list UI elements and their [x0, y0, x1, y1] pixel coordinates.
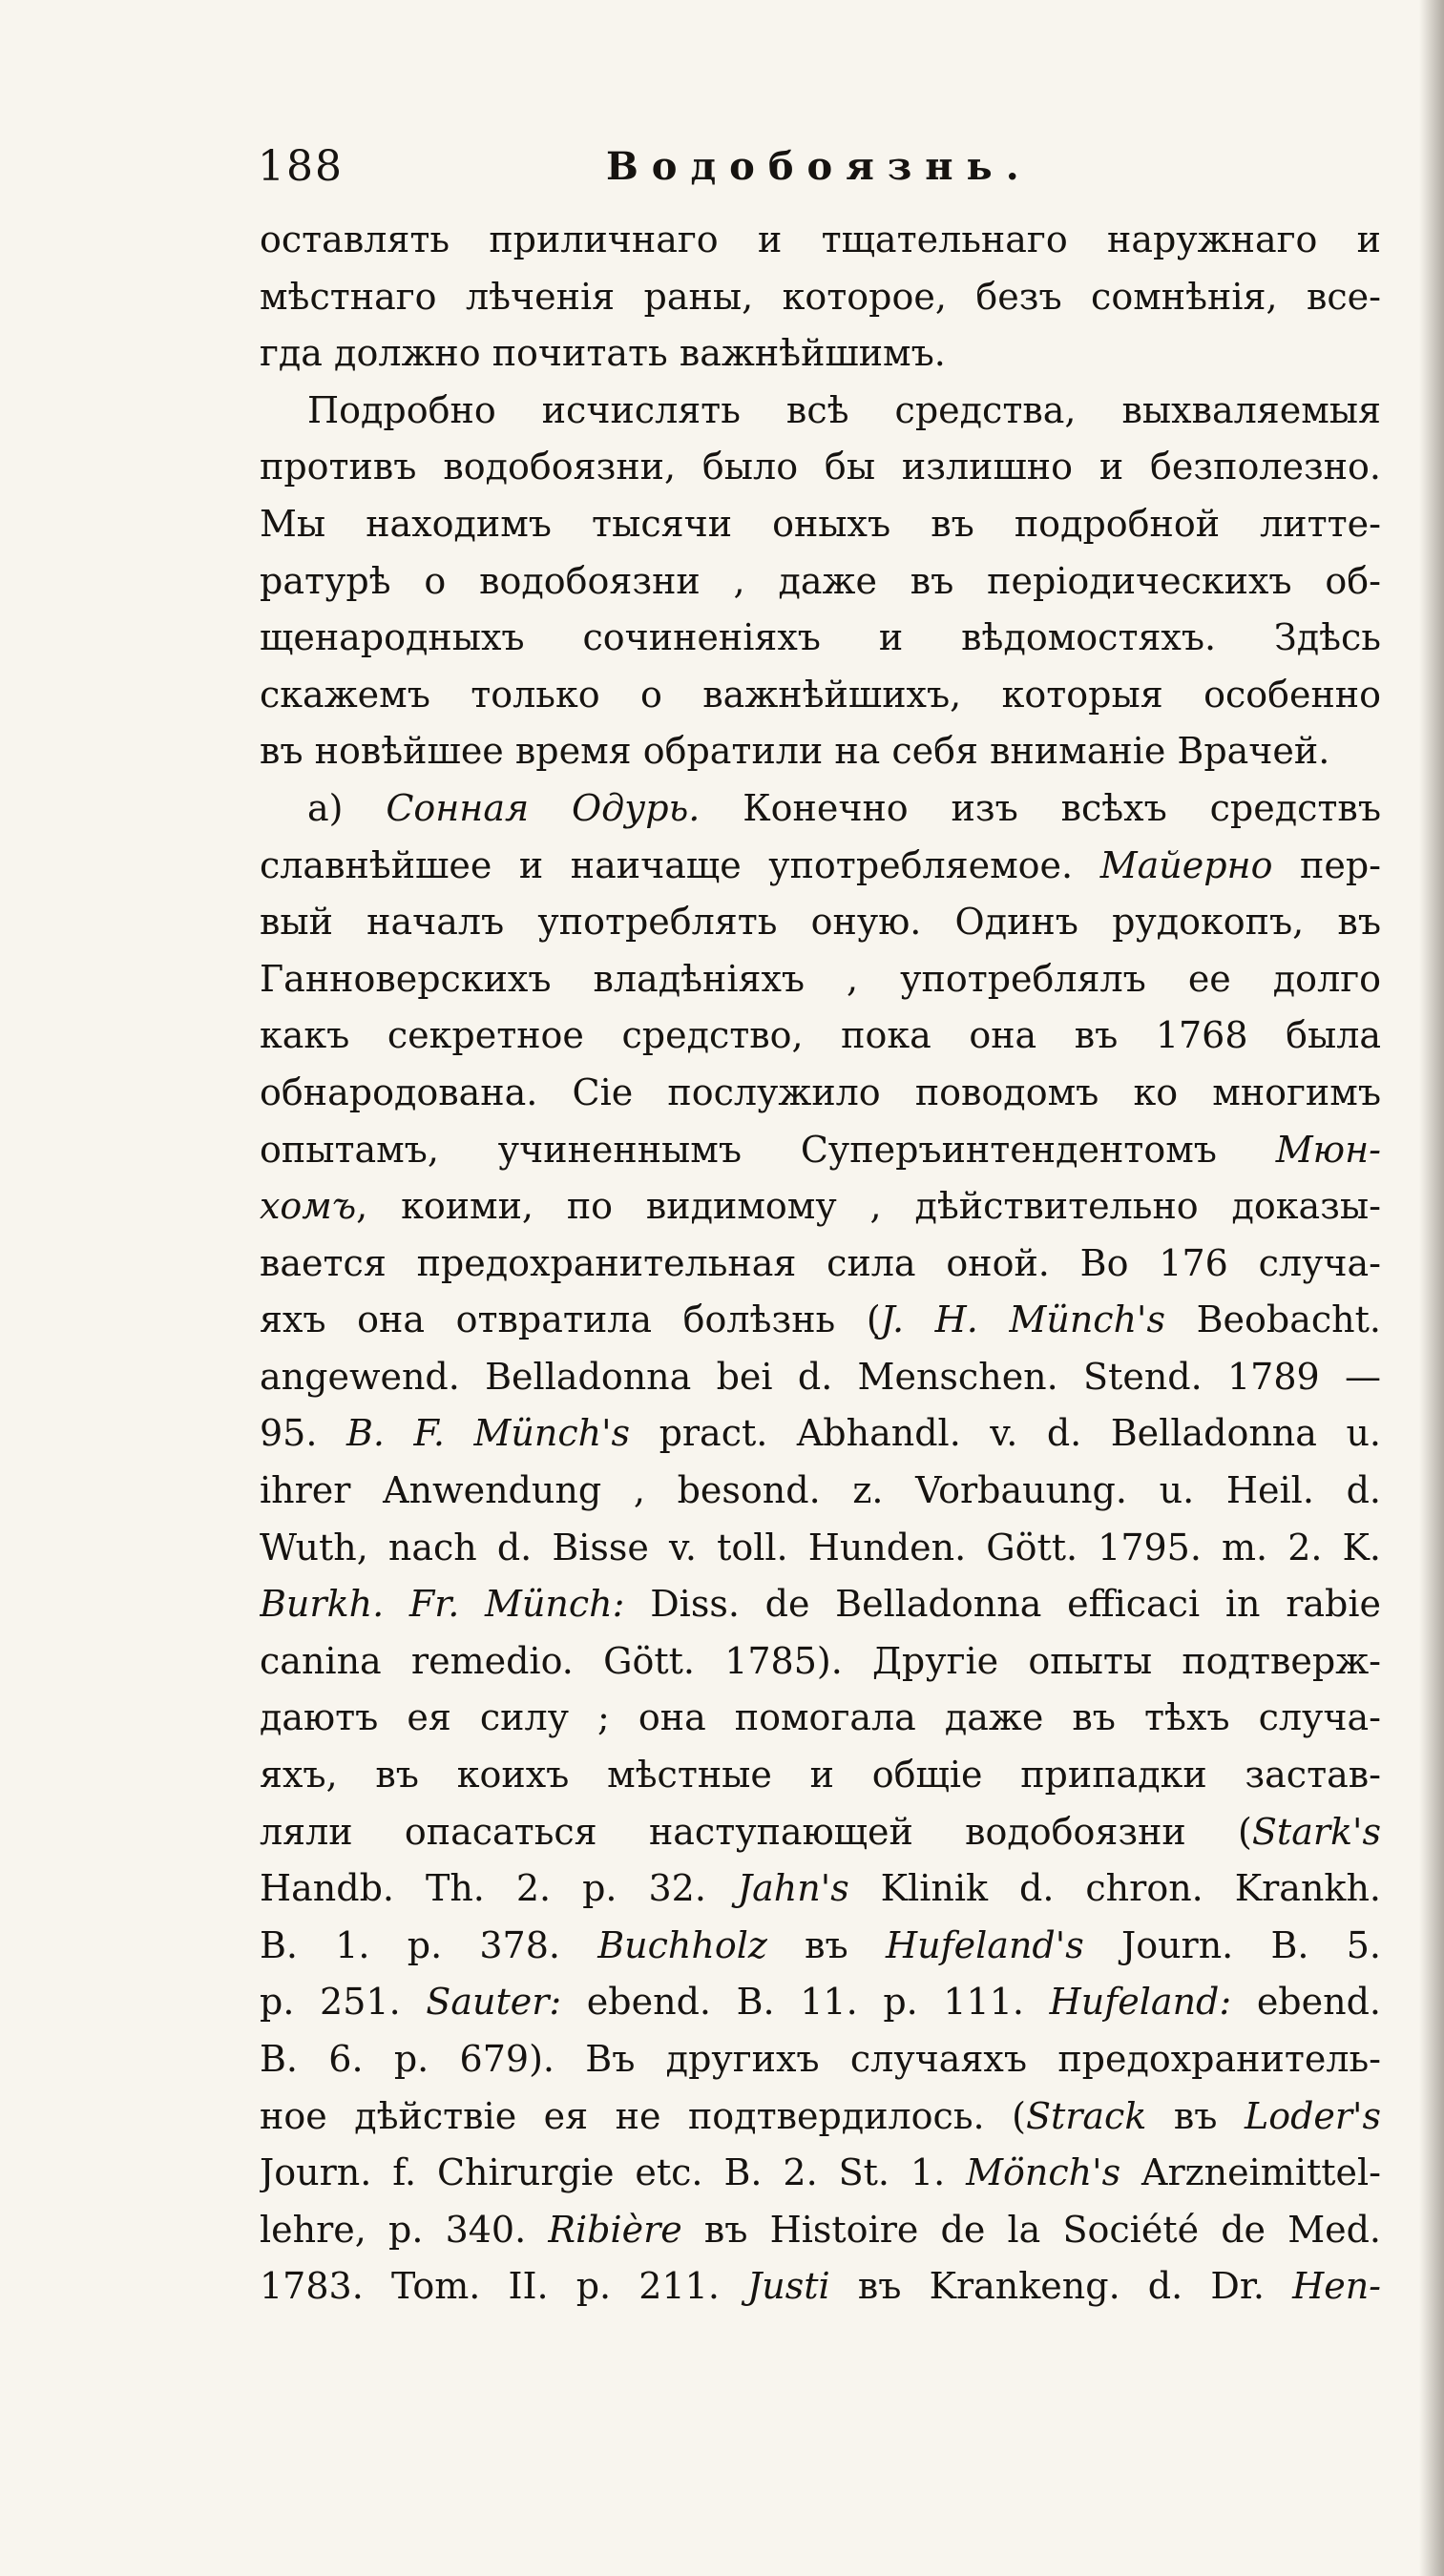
- italic-name: Justi: [747, 2265, 830, 2308]
- text-run: пер-: [1272, 843, 1381, 886]
- text-run: ihrer Anwendung , besond. z. Vorbauung. u. Heil. d.: [260, 1469, 1381, 1512]
- text-line: [260, 1633, 1381, 1691]
- text-run: въ новѣйшее время обратили на себя вниманіе Врачей.: [260, 730, 1330, 773]
- text-run: яхъ, въ коихъ мѣстные и общіе припадки застав-: [260, 1754, 1381, 1797]
- page-header: [258, 138, 1384, 196]
- text-run: вается предохранительная сила оной. Во 176 случа-: [260, 1241, 1381, 1284]
- text-run: angewend. Belladonna bei d. Menschen. Stend. 1789 —: [260, 1355, 1381, 1398]
- italic-name: Майерно: [1099, 843, 1273, 886]
- italic-name: Sauter:: [426, 1981, 562, 2024]
- text-line: [260, 838, 1381, 895]
- text-run: ратурѣ о водобоязни , даже въ періодическихъ об-: [260, 559, 1381, 602]
- text-line: [260, 1463, 1381, 1520]
- text-run: ebend. B. 11. p. 111.: [561, 1981, 1050, 2024]
- text-line: [260, 894, 1381, 951]
- text-line: [260, 1690, 1381, 1747]
- text-run: 95.: [260, 1412, 346, 1455]
- text-run: Beobacht.: [1165, 1298, 1381, 1341]
- spine-shadow: [1419, 0, 1444, 2576]
- text-line: [260, 1520, 1381, 1577]
- text-line: [260, 2145, 1381, 2202]
- text-line: [260, 1008, 1381, 1065]
- italic-name: Hufeland's: [885, 1923, 1084, 1966]
- text-line: [260, 439, 1381, 496]
- text-run: Подробно исчислять всѣ средства, выхваляемыя: [307, 388, 1381, 431]
- text-line: [260, 2088, 1381, 2146]
- italic-name: Мюн-: [1275, 1128, 1381, 1171]
- paragraph-start-line: [260, 383, 1381, 440]
- italic-name: Burkh. Fr. Münch:: [260, 1583, 625, 1626]
- text-line: [260, 2031, 1381, 2088]
- text-run: ebend.: [1231, 1981, 1381, 2024]
- text-run: въ: [1146, 2094, 1245, 2137]
- text-run: Wuth, nach d. Bisse v. toll. Hunden. Gött. 1795. m. 2. K.: [260, 1526, 1381, 1568]
- text-run: обнародована. Сіе послужило поводомъ ко многимъ: [260, 1070, 1381, 1113]
- italic-name: Mönch's: [966, 2151, 1121, 2194]
- italic-name: B. F. Münch's: [345, 1412, 631, 1455]
- text-run: Klinik d. chron. Krankh.: [848, 1867, 1381, 1910]
- text-run: противъ водобоязни, было бы излишно и безполезно.: [260, 446, 1381, 488]
- text-run: ляли опасаться наступающей водобоязни (: [260, 1810, 1252, 1853]
- text-run: скажемъ только о важнѣйшихъ, которыя особенно: [260, 673, 1381, 716]
- text-run: B. 1. p. 378.: [260, 1923, 598, 1966]
- text-run: вый началъ употреблять оную. Одинъ рудокопъ, въ: [260, 901, 1381, 944]
- text-run: славнѣйшее и наичаще употребляемое.: [260, 843, 1100, 886]
- text-run: даютъ ея силу ; она помогала даже въ тѣхъ случа-: [260, 1696, 1381, 1739]
- text-line: [260, 1747, 1381, 1804]
- text-run: щенародныхъ сочиненіяхъ и вѣдомостяхъ. Здѣсь: [260, 616, 1381, 659]
- text-run: Journ. f. Chirurgie etc. B. 2. St. 1.: [260, 2151, 967, 2194]
- body-text: [260, 212, 1381, 2316]
- italic-name: Loder's: [1244, 2094, 1381, 2137]
- text-line: [260, 1860, 1381, 1918]
- italic-name: Hen-: [1292, 2265, 1381, 2308]
- text-run: въ: [766, 1923, 886, 1966]
- text-line: [260, 1065, 1381, 1122]
- text-line: [260, 212, 1381, 269]
- text-run: въ Histoire de la Société de Med.: [681, 2208, 1381, 2251]
- text-line: [260, 1804, 1381, 1861]
- text-line: [260, 1178, 1381, 1236]
- text-line: [260, 553, 1381, 611]
- text-line: [260, 610, 1381, 667]
- text-run: Ганноверскихъ владѣніяхъ , употреблялъ ее долго: [260, 957, 1381, 1000]
- text-run: опытамъ, учиненнымъ Суперъинтендентомъ: [260, 1128, 1276, 1171]
- text-run: Мы находимъ тысячи оныхъ въ подробной литте-: [260, 502, 1381, 545]
- text-line: [260, 667, 1381, 724]
- text-run: Handb. Th. 2. p. 32.: [260, 1867, 738, 1910]
- text-run: B. 6. p. 679). Въ другихъ случаяхъ предохранитель-: [260, 2038, 1381, 2080]
- text-run: мѣстнаго лѣченія раны, которое, безъ сомнѣнія, все-: [260, 275, 1381, 318]
- text-line: [260, 2202, 1381, 2259]
- italic-name: Jahn's: [737, 1867, 849, 1910]
- text-run: canina remedio. Gött. 1785). Другіе опыты подтверж-: [260, 1639, 1381, 1682]
- text-run: въ Krankeng. d. Dr.: [829, 2265, 1293, 2308]
- text-line: [260, 1974, 1381, 2031]
- text-run: lehre, p. 340.: [260, 2208, 549, 2251]
- text-line: [260, 1349, 1381, 1406]
- italic-name: Hufeland:: [1049, 1981, 1232, 2024]
- text-run: Diss. de Belladonna efficaci in rabie: [624, 1583, 1381, 1626]
- text-run: какъ секретное средство, пока она въ 1768 была: [260, 1014, 1381, 1057]
- text-run: 1783. Tom. II. p. 211.: [260, 2265, 748, 2308]
- text-line: [260, 269, 1381, 326]
- paragraph-start-line: [260, 780, 1381, 838]
- text-line: [260, 496, 1381, 553]
- text-line: [260, 1405, 1381, 1463]
- text-run: p. 251.: [260, 1981, 427, 2024]
- text-run: ное дѣйствіе ея не подтвердилось. (: [260, 2094, 1026, 2137]
- italic-term: Сонная Одурь.: [386, 786, 701, 829]
- italic-name: Buchholz: [597, 1923, 767, 1966]
- text-run: pract. Abhandl. v. d. Belladonna u.: [630, 1412, 1381, 1455]
- text-run: гда должно почитать важнѣйшимъ.: [260, 332, 946, 375]
- text-line: [260, 1576, 1381, 1633]
- text-line: [260, 1918, 1381, 1975]
- text-line: [260, 325, 1381, 383]
- text-line: [260, 2258, 1381, 2316]
- text-line: [260, 1292, 1381, 1349]
- italic-name: J. H. Münch's: [880, 1298, 1165, 1341]
- text-run: а): [307, 786, 387, 829]
- text-run: оставлять приличнаго и тщательнаго наружнаго и: [260, 218, 1381, 260]
- italic-name: Ribière: [548, 2208, 682, 2251]
- text-run: Journ. B. 5.: [1083, 1923, 1381, 1966]
- page-number: 188: [258, 142, 344, 191]
- italic-name: хомъ: [260, 1185, 357, 1228]
- text-run: Arzneimittel-: [1120, 2151, 1381, 2194]
- text-line: [260, 951, 1381, 1008]
- running-title: Водобоязнь.: [606, 144, 1033, 189]
- text-line: [260, 1122, 1381, 1179]
- text-run: , коими, по видимому , дѣйствительно доказы-: [356, 1185, 1381, 1228]
- text-line: [260, 723, 1381, 780]
- text-run: яхъ она отвратила болѣзнь (: [260, 1298, 881, 1341]
- text-run: Конечно изъ всѣхъ средствъ: [700, 786, 1381, 829]
- italic-name: Stark's: [1251, 1810, 1381, 1853]
- italic-name: Strack: [1025, 2094, 1147, 2137]
- text-line: [260, 1236, 1381, 1293]
